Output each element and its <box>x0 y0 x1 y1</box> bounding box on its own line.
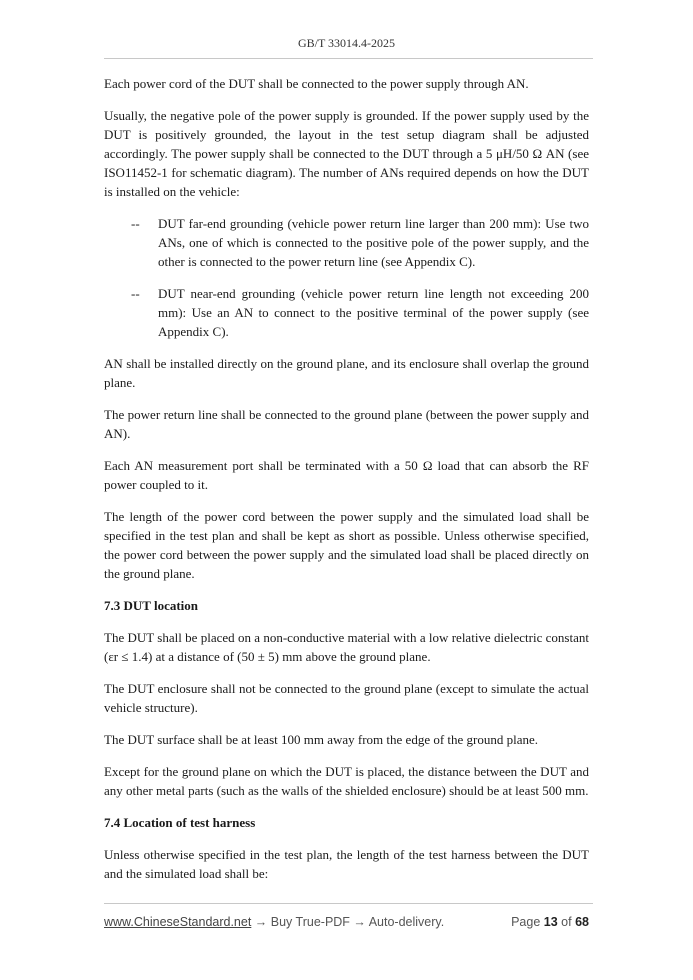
footer-promo <box>104 915 444 929</box>
list-dash: -- <box>131 286 140 301</box>
paragraph: The DUT surface shall be at least 100 mm away from the edge of the ground plane. <box>104 732 539 747</box>
site-link[interactable]: www.ChineseStandard.net <box>104 915 252 929</box>
paragraph: The power return line shall be connected to the ground plane (between the power supply and AN). <box>104 407 589 441</box>
page-label: Page <box>511 915 541 929</box>
of-label: of <box>561 915 572 929</box>
paragraph: Each power cord of the DUT shall be connected to the power supply through AN. <box>104 76 529 91</box>
page-number <box>511 915 589 929</box>
list-item-text: DUT far-end grounding (vehicle power return line larger than 200 mm): Use two ANs, one of which is connected to the positive pole of the power supply, and the other is connected to the power return line (see Appendix C). <box>158 216 589 269</box>
current-page: 13 <box>543 915 558 929</box>
paragraph: Usually, the negative pole of the power supply is grounded. If the power supply used by the DUT is positively grounded, the layout in the test setup diagram shall be adjusted accordingly. The power supply shall be connected to the DUT through a 5 μH/50 Ω AN (see ISO11452-1 for schematic diagram). The number of ANs required depends on how the DUT is installed on the vehicle: <box>104 108 589 199</box>
section-heading-7-3: 7.3 DUT location <box>104 598 199 613</box>
page-content <box>104 74 589 896</box>
paragraph: Each AN measurement port shall be terminated with a 50 Ω load that can absorb the RF power coupled to it. <box>104 458 589 492</box>
paragraph: Unless otherwise specified in the test plan, the length of the test harness between the DUT and the simulated load shall be: <box>104 847 589 881</box>
paragraph: The DUT shall be placed on a non-conductive material with a low relative dielectric constant (εr ≤ 1.4) at a distance of (50 ± 5) mm above the ground plane. <box>104 630 589 664</box>
paragraph: The length of the power cord between the power supply and the simulated load shall be specified in the test plan and shall be kept as short as possible. Unless otherwise specified, the power cord between the power supply and the simulated load shall be placed directly on the ground plane. <box>104 509 589 581</box>
list-item <box>104 214 589 271</box>
footer-tagline: → Buy True-PDF → Auto-delivery. <box>251 915 445 929</box>
section-heading-7-4: 7.4 Location of test harness <box>104 815 256 830</box>
doc-header: GB/T 33014.4-2025 <box>297 36 396 50</box>
list-dash: -- <box>131 216 140 231</box>
total-pages: 68 <box>575 915 589 929</box>
footer-divider <box>104 903 593 904</box>
list-item-text: DUT near-end grounding (vehicle power return line length not exceeding 200 mm): Use an AN to connect to the positive terminal of the power supply (see Appendix C). <box>158 286 589 339</box>
header-divider <box>104 58 593 59</box>
paragraph: AN shall be installed directly on the ground plane, and its enclosure shall overlap the ground plane. <box>104 356 589 390</box>
paragraph: The DUT enclosure shall not be connected to the ground plane (except to simulate the actual vehicle structure). <box>104 681 589 715</box>
paragraph: Except for the ground plane on which the DUT is placed, the distance between the DUT and any other metal parts (such as the walls of the shielded enclosure) should be at least 500 mm. <box>104 764 589 798</box>
list-item <box>104 284 589 341</box>
